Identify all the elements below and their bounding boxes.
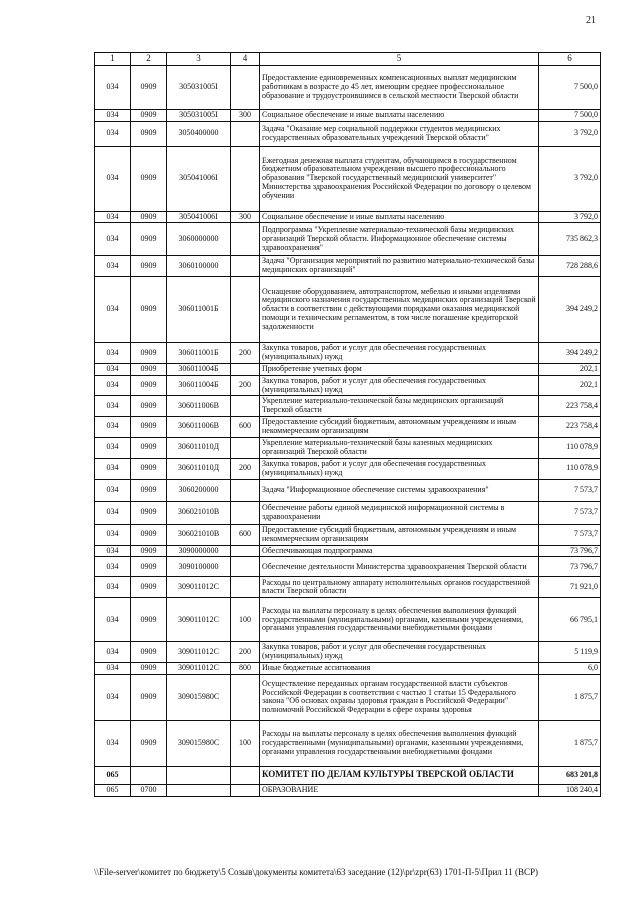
target-article-cell: 306011001Б [167,277,231,343]
expense-type-cell: 200 [231,343,260,364]
section-code-cell: 0909 [131,343,167,364]
amount-cell: 7 573,7 [539,501,601,524]
amount-cell: 7 500,0 [539,109,601,121]
section-code-cell: 0909 [131,277,167,343]
budget-table [94,52,601,797]
header-cell-1: 1 [95,53,131,66]
expense-type-cell: 300 [231,109,260,121]
expense-type-cell: 200 [231,375,260,396]
chapter-code-cell: 034 [95,417,131,438]
amount-cell: 66 795,1 [539,598,601,642]
description-cell: Расходы на выплаты персоналу в целях обеспечения выполнения функций государственными (муниципальными) органами, казенными учреждениями, органами управления государственными внебюджетными фондами [260,720,539,766]
amount-cell: 5 119,9 [539,642,601,663]
section-code-cell: 0909 [131,211,167,223]
section-code-cell: 0909 [131,720,167,766]
description-cell: Подпрограмма "Укрепление материально-технической базы медицинских организаций Тверской области. Информационное обеспечение системы здравоохранения" [260,223,539,256]
table-row [95,524,601,545]
chapter-code-cell: 034 [95,437,131,458]
description-cell: Приобретение учетных форм [260,364,539,376]
section-code-cell: 0909 [131,674,167,720]
chapter-code-cell: 065 [95,766,131,784]
chapter-code-cell: 034 [95,458,131,479]
table-row [95,109,601,121]
section-code-cell: 0700 [131,784,167,796]
table-row [95,396,601,417]
expense-type-cell [231,364,260,376]
expense-type-cell [231,146,260,211]
chapter-code-cell: 034 [95,121,131,146]
description-cell: Предоставление единовременных компенсационных выплат медицинским работникам в возрасте до 45 лет, имеющим среднее профессиональное образование и трудоустроившимся в сельской местности Тверской области [260,65,539,109]
section-code-cell: 0909 [131,557,167,577]
amount-cell: 7 500,0 [539,65,601,109]
chapter-code-cell: 034 [95,256,131,277]
chapter-code-cell: 034 [95,364,131,376]
description-cell: Ежегодная денежная выплата студентам, обучающимся в государственном бюджетном образовательном учреждении высшего профессионального образования "Тверской государственный медицинский университет" Министерства здравоохранения Российской Федерации по договору о целевом обучении [260,146,539,211]
target-article-cell: 306011006В [167,396,231,417]
section-code-cell: 0909 [131,501,167,524]
amount-cell: 3 792,0 [539,146,601,211]
table-row [95,437,601,458]
section-code-cell: 0909 [131,524,167,545]
page-number: 21 [586,15,596,26]
table-row [95,663,601,675]
chapter-code-cell: 034 [95,277,131,343]
target-article-cell [167,784,231,796]
chapter-code-cell: 034 [95,396,131,417]
chapter-code-cell: 034 [95,65,131,109]
table-row [95,343,601,364]
table-row [95,256,601,277]
amount-cell: 110 078,9 [539,437,601,458]
target-article-cell: 3090000000 [167,545,231,557]
target-article-cell: 306011006В [167,417,231,438]
description-cell: Социальное обеспечение и иные выплаты населению [260,211,539,223]
section-code-cell: 0909 [131,598,167,642]
expense-type-cell: 100 [231,598,260,642]
header-cell-3: 3 [167,53,231,66]
chapter-code-cell: 034 [95,642,131,663]
target-article-cell: 305031005I [167,65,231,109]
target-article-cell: 306011004Б [167,375,231,396]
section-code-cell: 0909 [131,417,167,438]
table-row [95,766,601,784]
section-code-cell: 0909 [131,577,167,598]
amount-cell: 735 862,3 [539,223,601,256]
expense-type-cell: 800 [231,663,260,675]
chapter-code-cell: 034 [95,577,131,598]
amount-cell: 3 792,0 [539,121,601,146]
section-code-cell: 0909 [131,642,167,663]
target-article-cell: 306011004Б [167,364,231,376]
chapter-code-cell: 034 [95,545,131,557]
expense-type-cell [231,396,260,417]
target-article-cell [167,766,231,784]
table-row [95,375,601,396]
expense-type-cell [231,766,260,784]
table-row [95,121,601,146]
chapter-code-cell: 034 [95,375,131,396]
chapter-code-cell: 034 [95,211,131,223]
expense-type-cell [231,223,260,256]
section-code-cell: 0909 [131,396,167,417]
table-row [95,211,601,223]
expense-type-cell: 600 [231,417,260,438]
amount-cell: 223 758,4 [539,396,601,417]
table-row [95,642,601,663]
section-code-cell: 0909 [131,545,167,557]
description-cell: Закупка товаров, работ и услуг для обеспечения государственных (муниципальных) нужд [260,458,539,479]
target-article-cell: 309011012С [167,577,231,598]
amount-cell: 73 796,7 [539,557,601,577]
amount-cell: 202,1 [539,364,601,376]
target-article-cell: 309015980С [167,674,231,720]
description-cell: Расходы по центральному аппарату исполнительных органов государственной власти Тверской области [260,577,539,598]
chapter-code-cell: 034 [95,343,131,364]
description-cell: ОБРАЗОВАНИЕ [260,784,539,796]
section-code-cell: 0909 [131,109,167,121]
target-article-cell: 305031005I [167,109,231,121]
chapter-code-cell: 065 [95,784,131,796]
target-article-cell: 309011012С [167,598,231,642]
amount-cell: 108 240,4 [539,784,601,796]
chapter-code-cell: 034 [95,479,131,501]
section-code-cell: 0909 [131,458,167,479]
target-article-cell: 306021010В [167,524,231,545]
expense-type-cell [231,65,260,109]
description-cell: Оснащение оборудованием, автотранспортом, мебелью и иными изделиями медицинского назначения государственных медицинских организаций Тверской области в соответствии с действующими порядками оказания медицинской помощи и техническим регламентом, в том числе погашение кредиторской задолженности [260,277,539,343]
amount-cell: 394 249,2 [539,343,601,364]
description-cell: Иные бюджетные ассигнования [260,663,539,675]
amount-cell: 202,1 [539,375,601,396]
target-article-cell: 306011010Д [167,437,231,458]
chapter-code-cell: 034 [95,146,131,211]
target-article-cell: 305041006I [167,146,231,211]
description-cell: КОМИТЕТ ПО ДЕЛАМ КУЛЬТУРЫ ТВЕРСКОЙ ОБЛАСТИ [260,766,539,784]
expense-type-cell [231,557,260,577]
target-article-cell: 306021010В [167,501,231,524]
description-cell: Укрепление материально-технической базы казенных медицинских организаций Тверской области [260,437,539,458]
amount-cell: 728 288,6 [539,256,601,277]
header-cell-4: 4 [231,53,260,66]
expense-type-cell [231,674,260,720]
expense-type-cell [231,577,260,598]
table-row [95,720,601,766]
section-code-cell: 0909 [131,121,167,146]
amount-cell: 1 875,7 [539,720,601,766]
description-cell: Обеспечение деятельности Министерства здравоохранения Тверской области [260,557,539,577]
header-cell-6: 6 [539,53,601,66]
description-cell: Закупка товаров, работ и услуг для обеспечения государственных (муниципальных) нужд [260,642,539,663]
chapter-code-cell: 034 [95,663,131,675]
description-cell: Задача "Информационное обеспечение системы здравоохранения" [260,479,539,501]
target-article-cell: 309011012С [167,642,231,663]
target-article-cell: 305041006I [167,211,231,223]
description-cell: Осуществление переданных органам государственной власти субъектов Российской Федерации в соответствии с частью 1 статьи 15 Федерального закона "Об основах охраны здоровья граждан в Российской Федерации" полномочий Российской Федерации в сфере охраны здоровья [260,674,539,720]
amount-cell: 1 875,7 [539,674,601,720]
expense-type-cell [231,256,260,277]
table-row [95,557,601,577]
section-code-cell: 0909 [131,375,167,396]
expense-type-cell: 300 [231,211,260,223]
table-row [95,479,601,501]
amount-cell: 110 078,9 [539,458,601,479]
expense-type-cell [231,437,260,458]
target-article-cell: 3060100000 [167,256,231,277]
expense-type-cell [231,277,260,343]
table-row [95,364,601,376]
section-code-cell: 0909 [131,223,167,256]
chapter-code-cell: 034 [95,524,131,545]
section-code-cell: 0909 [131,146,167,211]
expense-type-cell [231,121,260,146]
target-article-cell: 3050400000 [167,121,231,146]
description-cell: Обеспечивающая подпрограмма [260,545,539,557]
expense-type-cell: 200 [231,458,260,479]
description-cell: Социальное обеспечение и иные выплаты населению [260,109,539,121]
table-row [95,146,601,211]
expense-type-cell: 100 [231,720,260,766]
chapter-code-cell: 034 [95,557,131,577]
section-code-cell: 0909 [131,256,167,277]
table-row [95,577,601,598]
amount-cell: 3 792,0 [539,211,601,223]
amount-cell: 394 249,2 [539,277,601,343]
expense-type-cell [231,501,260,524]
expense-type-cell [231,545,260,557]
target-article-cell: 3060200000 [167,479,231,501]
table-row [95,501,601,524]
table-row [95,674,601,720]
target-article-cell: 309011012С [167,663,231,675]
amount-cell: 223 758,4 [539,417,601,438]
description-cell: Укрепление материально-технической базы медицинских организаций Тверской области [260,396,539,417]
amount-cell: 73 796,7 [539,545,601,557]
section-code-cell: 0909 [131,65,167,109]
description-cell: Обеспечение работы единой медицинской информационной системы в здравоохранении [260,501,539,524]
expense-type-cell [231,479,260,501]
description-cell: Закупка товаров, работ и услуг для обеспечения государственных (муниципальных) нужд [260,375,539,396]
header-cell-2: 2 [131,53,167,66]
amount-cell: 6,0 [539,663,601,675]
table-row [95,277,601,343]
description-cell: Расходы на выплаты персоналу в целях обеспечения выполнения функций государственными (муниципальными) органами, казенными учреждениями, органами управления государственными внебюджетными фондами [260,598,539,642]
amount-cell: 7 573,7 [539,524,601,545]
table-row [95,598,601,642]
expense-type-cell: 600 [231,524,260,545]
table-row [95,545,601,557]
amount-cell: 71 921,0 [539,577,601,598]
chapter-code-cell: 034 [95,674,131,720]
table-row [95,417,601,438]
target-article-cell: 306011010Д [167,458,231,479]
target-article-cell: 309015980С [167,720,231,766]
section-code-cell: 0909 [131,364,167,376]
section-code-cell [131,766,167,784]
expense-type-cell [231,784,260,796]
chapter-code-cell: 034 [95,501,131,524]
table-row [95,784,601,796]
table-row [95,458,601,479]
table-row [95,223,601,256]
amount-cell: 7 573,7 [539,479,601,501]
amount-cell: 683 201,8 [539,766,601,784]
target-article-cell: 306011001Б [167,343,231,364]
description-cell: Закупка товаров, работ и услуг для обеспечения государственных (муниципальных) нужд [260,343,539,364]
table-header-row [95,53,601,66]
section-code-cell: 0909 [131,663,167,675]
chapter-code-cell: 034 [95,109,131,121]
table-row [95,65,601,109]
budget-table-body [95,53,601,797]
description-cell: Предоставление субсидий бюджетным, автономным учреждениям и иным некоммерческим организациям [260,524,539,545]
description-cell: Задача "Оказание мер социальной поддержки студентов медицинских государственных образовательных учреждений Тверской области" [260,121,539,146]
footer-file-path: \\File-server\комитет по бюджету\5 Созыв\документы комитета\63 заседание (12)\pr\zpr(63) 1701-П-5\Прил 11 (ВСР) [94,867,538,877]
description-cell: Задача "Организация мероприятий по развитию материально-технической базы медицинских организаций" [260,256,539,277]
target-article-cell: 3090100000 [167,557,231,577]
expense-type-cell: 200 [231,642,260,663]
description-cell: Предоставление субсидий бюджетным, автономным учреждениям и иным некоммерческим организациям [260,417,539,438]
section-code-cell: 0909 [131,479,167,501]
section-code-cell: 0909 [131,437,167,458]
header-cell-5: 5 [260,53,539,66]
chapter-code-cell: 034 [95,598,131,642]
target-article-cell: 3060000000 [167,223,231,256]
chapter-code-cell: 034 [95,223,131,256]
chapter-code-cell: 034 [95,720,131,766]
